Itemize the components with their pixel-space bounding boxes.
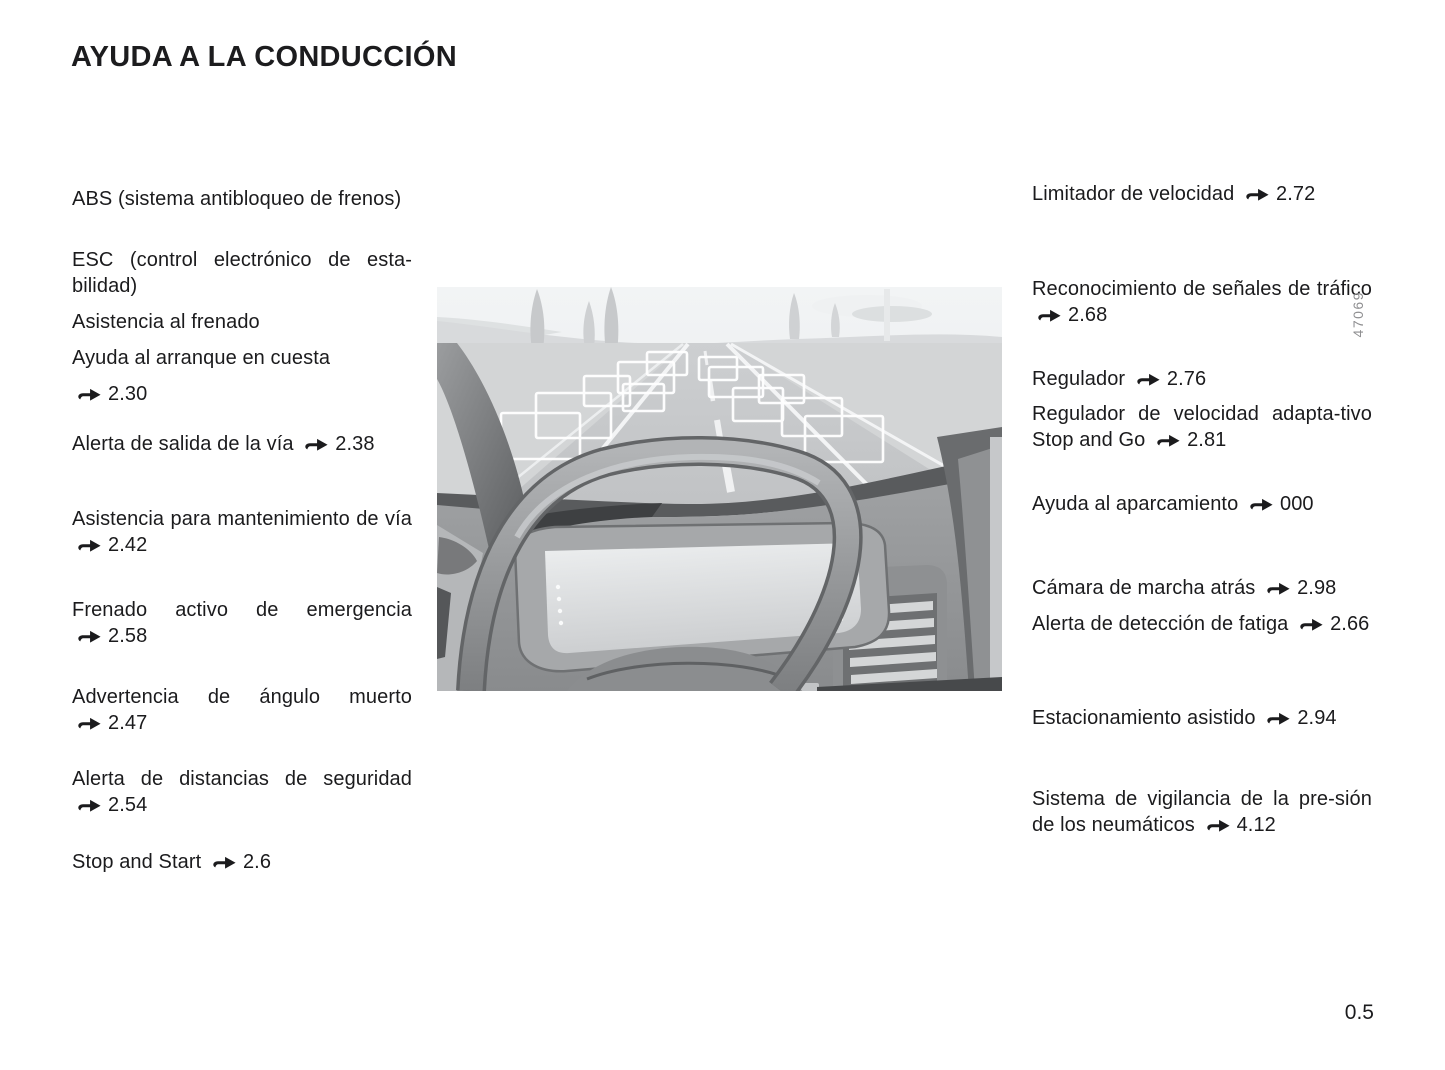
page-ref-arrow-icon (77, 386, 102, 401)
toc-item (1032, 705, 1372, 731)
toc-item-label: Reconocimiento de señales de tráfico (1032, 278, 1372, 300)
toc-item (72, 345, 412, 407)
page-ref (72, 625, 147, 647)
page-ref-arrow-icon (77, 797, 102, 812)
page-ref-number: 2.54 (108, 794, 148, 816)
page-ref-arrow-icon (1299, 616, 1324, 631)
toc-item-label: Cámara de marcha atrás (1032, 577, 1256, 599)
page-ref-number: 2.42 (108, 534, 148, 556)
page-ref-number: 2.76 (1166, 368, 1207, 390)
page-ref-arrow-icon (77, 715, 102, 730)
page-ref (72, 712, 147, 734)
page-ref (72, 794, 147, 816)
toc-item-label: Ayuda al arranque en cuesta (72, 347, 331, 369)
toc-item-label: Alerta de detección de fatiga (1032, 613, 1289, 635)
toc-item (72, 506, 412, 558)
toc-item (72, 309, 412, 335)
page-ref-number: 2.98 (1297, 577, 1337, 599)
page-ref-arrow-icon (1245, 186, 1270, 201)
page-ref-number: 000 (1279, 493, 1314, 515)
toc-item (1032, 181, 1372, 207)
page-ref-arrow-icon (1266, 580, 1291, 595)
toc-item (72, 766, 412, 818)
page-title: AYUDA A LA CONDUCCIÓN (71, 41, 457, 74)
toc-item (1032, 786, 1372, 838)
toc-item (72, 431, 412, 457)
page-ref (1261, 577, 1336, 599)
page-ref-number: 2.30 (108, 383, 148, 405)
toc-item (72, 597, 412, 649)
toc-item-label: Regulador de velocidad adapta-tivo Stop and Go (1032, 403, 1372, 451)
page-ref (1240, 183, 1315, 205)
page-ref-number: 2.6 (242, 851, 272, 873)
page-ref-number: 2.38 (335, 433, 375, 455)
page-ref-number: 2.68 (1068, 304, 1108, 326)
toc-item-label: Regulador (1032, 368, 1126, 390)
figure-number: 47069 (1350, 291, 1366, 338)
page-ref (299, 433, 374, 455)
toc-item (1032, 401, 1372, 453)
toc-item (72, 186, 412, 212)
toc-item-label: Asistencia al frenado (72, 311, 260, 333)
page-ref (72, 534, 147, 556)
toc-item-label: Advertencia de ángulo muerto (72, 686, 412, 708)
page-ref-number: 2.47 (108, 712, 148, 734)
page-ref (1244, 493, 1314, 515)
page-ref (1201, 814, 1276, 836)
toc-item-label: Asistencia para mantenimiento de vía (72, 508, 412, 530)
toc-item-label: Limitador de velocidad (1032, 183, 1235, 205)
toc-item-label: Stop and Start (72, 851, 202, 873)
toc-item (72, 684, 412, 736)
page-ref-arrow-icon (1136, 371, 1161, 386)
toc-item (1032, 611, 1372, 637)
page-ref-arrow-icon (1037, 307, 1062, 322)
page-ref-arrow-icon (77, 537, 102, 552)
toc-item (1032, 491, 1372, 517)
page-ref (1261, 707, 1336, 729)
toc-item (72, 247, 412, 299)
page-ref (1131, 368, 1206, 390)
page-ref-arrow-icon (77, 628, 102, 643)
page-ref (72, 381, 412, 407)
toc-item (72, 849, 412, 875)
toc-item-label: Ayuda al aparcamiento (1032, 493, 1239, 515)
page-ref-arrow-icon (304, 436, 329, 451)
page-ref-number: 4.12 (1236, 814, 1276, 836)
page-ref-arrow-icon (212, 854, 237, 869)
page-number: 0.5 (1344, 1001, 1374, 1024)
page-ref-arrow-icon (1206, 817, 1231, 832)
page-ref-number: 2.58 (108, 625, 148, 647)
page-ref-arrow-icon (1249, 496, 1274, 511)
toc-item-label: Estacionamiento asistido (1032, 707, 1256, 729)
toc-item-label: Sistema de vigilancia de la pre-sión de los neumáticos (1032, 788, 1372, 836)
page-ref-number: 2.81 (1187, 429, 1227, 451)
page-ref (1032, 304, 1107, 326)
dashboard-illustration (437, 287, 1002, 691)
page-ref (1294, 613, 1369, 635)
toc-item (1032, 366, 1372, 392)
page-ref-number: 2.72 (1276, 183, 1316, 205)
toc-item-label: ESC (control electrónico de esta-bilidad) (72, 249, 412, 297)
page-ref (1151, 429, 1226, 451)
toc-item-label: Alerta de salida de la vía (72, 433, 294, 455)
page-ref-number: 2.66 (1330, 613, 1370, 635)
toc-item (1032, 575, 1372, 601)
toc-item (1032, 276, 1372, 328)
page-ref-number: 2.94 (1297, 707, 1337, 729)
toc-item-label: Frenado activo de emergencia (72, 599, 412, 621)
toc-item-label: Alerta de distancias de seguridad (72, 768, 412, 790)
page-ref-arrow-icon (1156, 432, 1181, 447)
toc-item-label: ABS (sistema antibloqueo de frenos) (72, 188, 402, 210)
page-ref (207, 851, 271, 873)
page-ref-arrow-icon (1266, 710, 1291, 725)
